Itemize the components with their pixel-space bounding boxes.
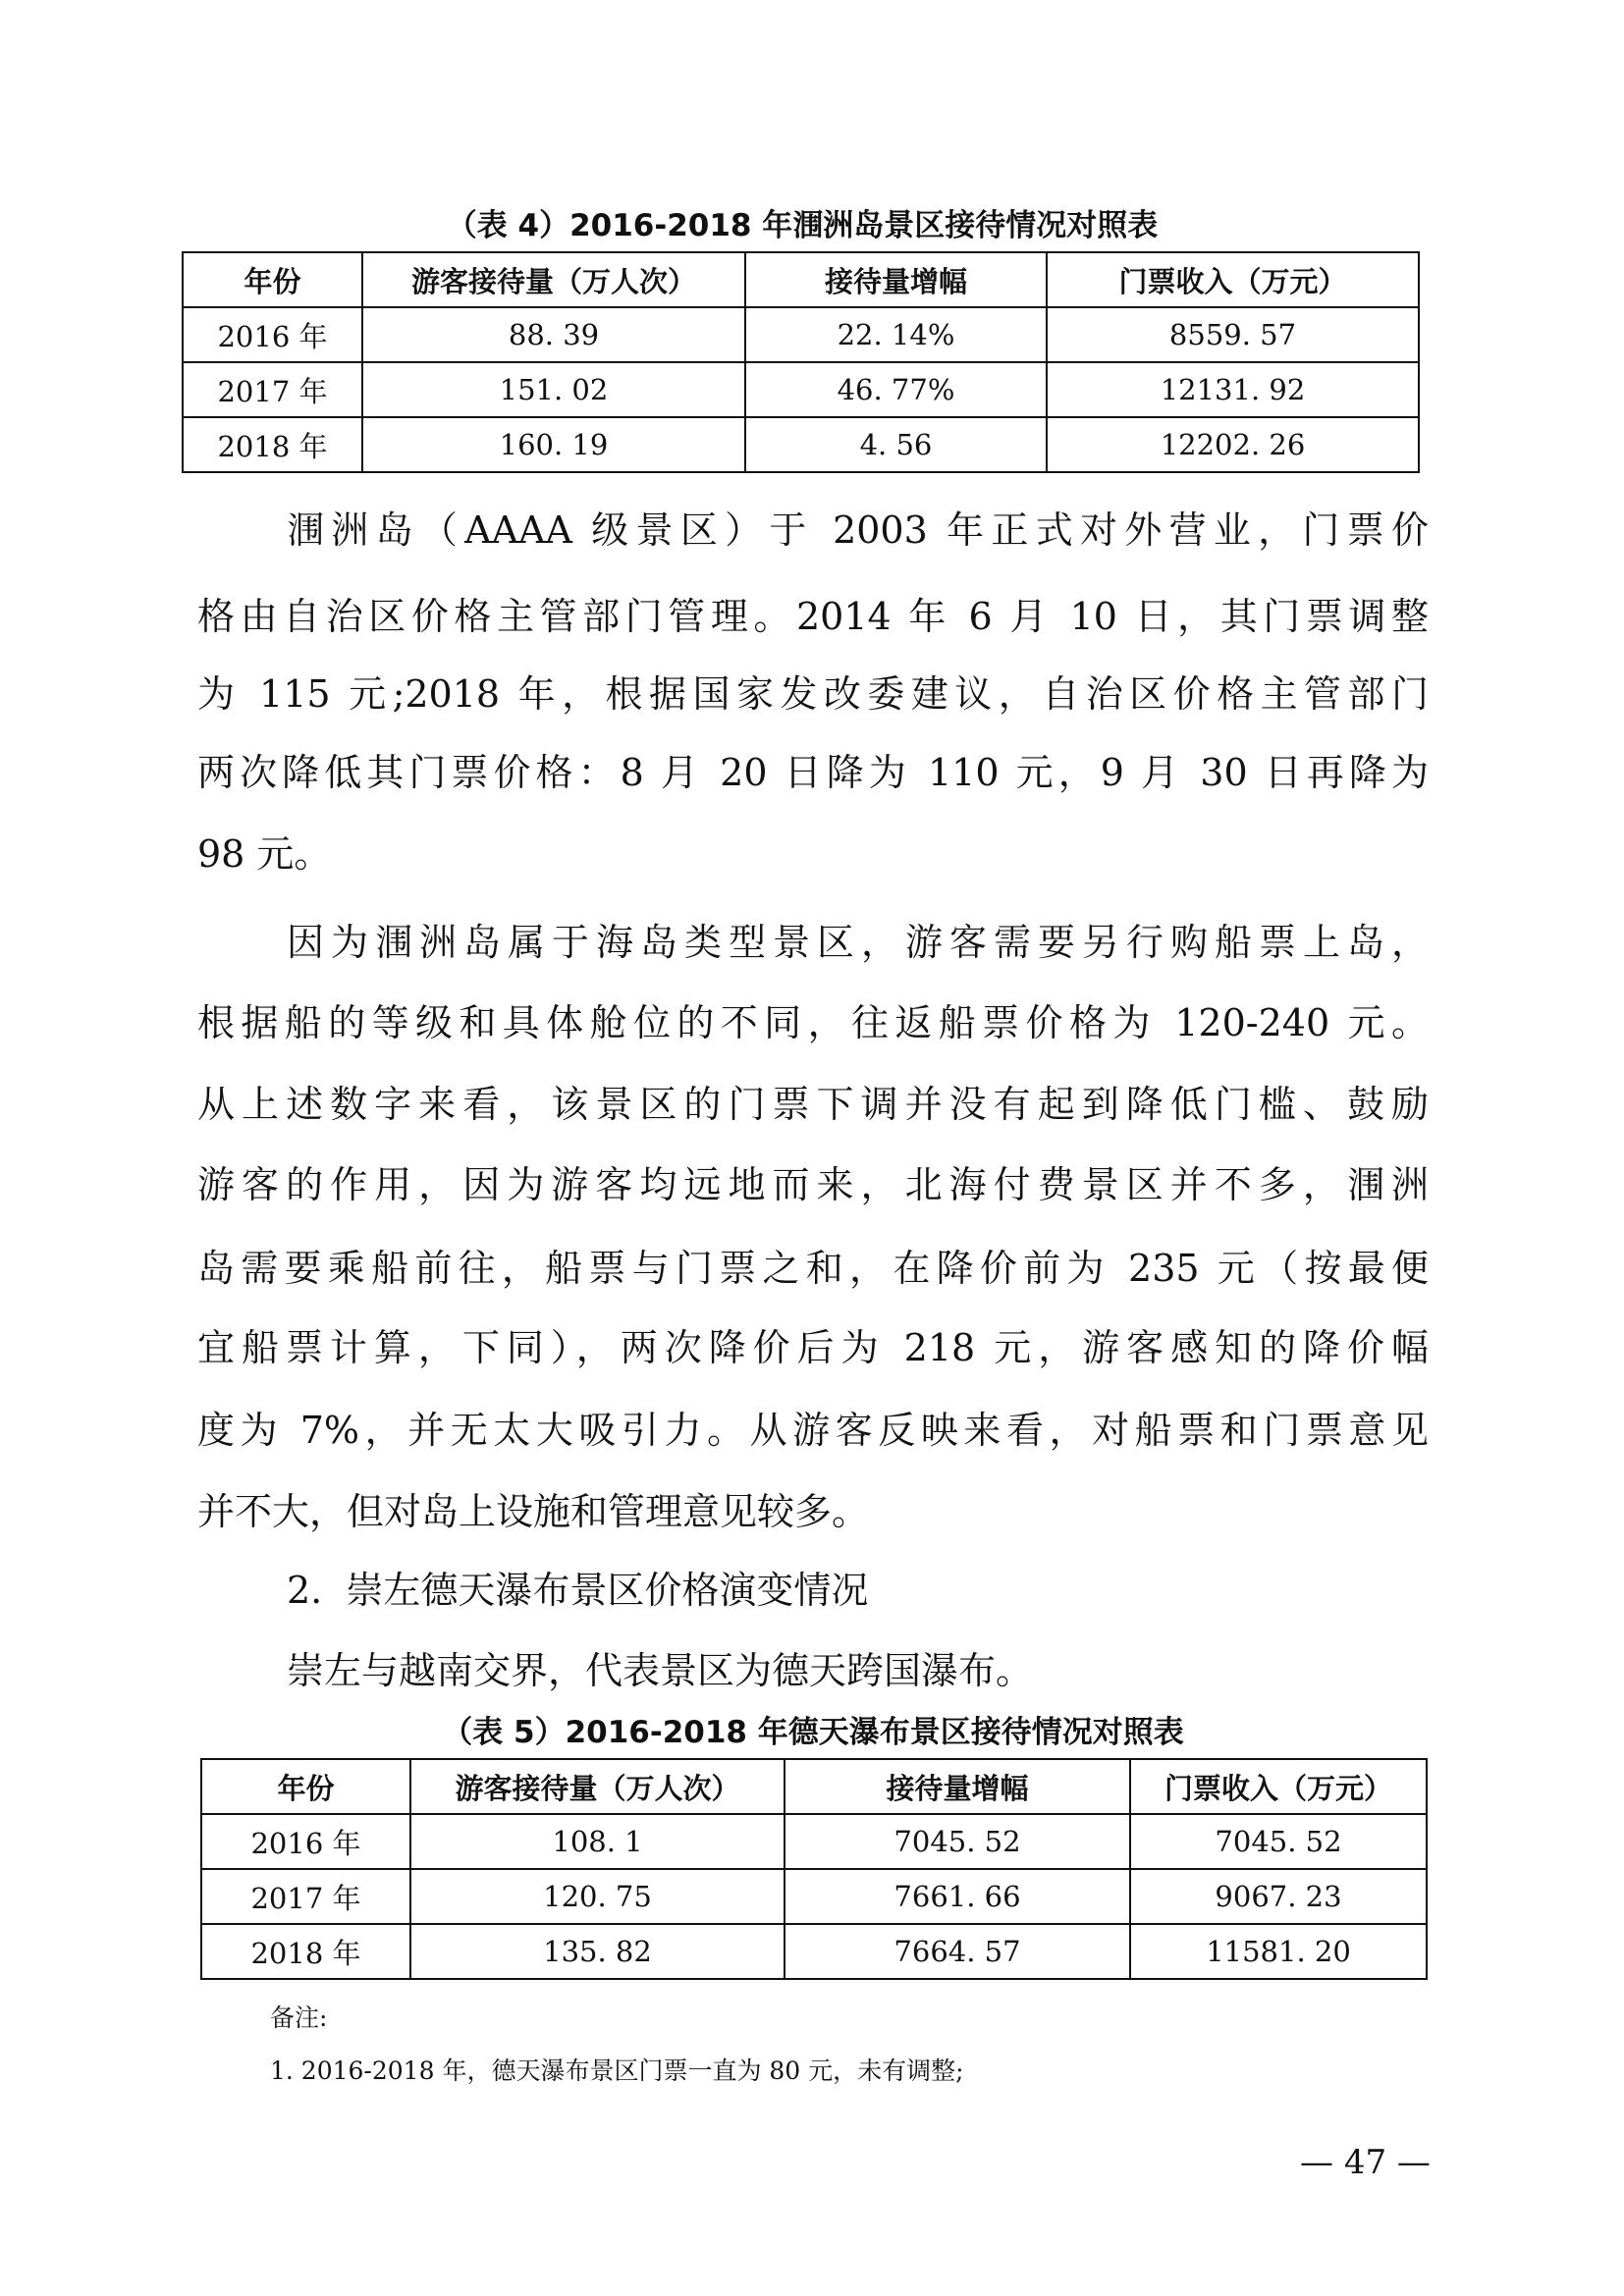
paragraph-line: 涠洲岛（AAAA 级景区）于 2003 年正式对外营业，门票价 [287,508,1429,552]
table4-cell-year: 2016 年 [183,307,362,362]
table5-cell-visitors: 135. 82 [410,1924,785,1979]
table4-cell-year: 2018 年 [183,417,362,472]
paragraph-line: 游客的作用，因为游客均远地而来，北海付费景区并不多，涠洲 [197,1163,1429,1206]
table4-header-growth: 接待量增幅 [745,252,1047,307]
table4-cell-year: 2017 年 [183,362,362,417]
note-item: 1. 2016-2018 年，德天瀑布景区门票一直为 80 元，未有调整; [270,2056,964,2085]
table4-cell-revenue: 8559. 57 [1047,307,1419,362]
table5-cell-growth: 7664. 57 [785,1924,1130,1979]
paragraph-line: 为 115 元;2018 年，根据国家发改委建议，自治区价格主管部门 [197,672,1429,716]
table5-cell-revenue: 9067. 23 [1130,1869,1427,1924]
paragraph-line: 岛需要乘船前往，船票与门票之和，在降价前为 235 元（按最便 [197,1247,1429,1290]
section-heading: 2. 崇左德天瀑布景区价格演变情况 [287,1569,869,1612]
table-row [201,1924,1427,1979]
table5-cell-growth: 7661. 66 [785,1869,1130,1924]
table5 [200,1758,1428,1980]
table5-cell-revenue: 11581. 20 [1130,1924,1427,1979]
notes-label: 备注: [270,2003,328,2032]
paragraph-line: 从上述数字来看，该景区的门票下调并没有起到降低门槛、鼓励 [197,1083,1429,1126]
table5-header-growth: 接待量增幅 [785,1759,1130,1814]
paragraph-line: 度为 7%，并无太大吸引力。从游客反映来看，对船票和门票意见 [197,1409,1429,1452]
table-row [183,362,1419,417]
table5-cell-revenue: 7045. 52 [1130,1814,1427,1869]
table5-header-row [201,1759,1427,1814]
table4-header-visitors: 游客接待量（万人次） [362,252,745,307]
paragraph-line: 两次降低其门票价格：8 月 20 日降为 110 元，9 月 30 日再降为 [197,751,1429,794]
table4-cell-visitors: 151. 02 [362,362,745,417]
paragraph-line: 98 元。 [197,832,332,876]
paragraph-line: 根据船的等级和具体舱位的不同，往返船票价格为 120-240 元。 [197,1001,1429,1044]
table4-caption: （表 4）2016-2018 年涠洲岛景区接待情况对照表 [446,208,1159,243]
table4-cell-growth: 22. 14% [745,307,1047,362]
table4-header-year: 年份 [183,252,362,307]
table5-cell-year: 2016 年 [201,1814,410,1869]
table-row [183,307,1419,362]
table5-cell-year: 2017 年 [201,1869,410,1924]
table5-header-visitors: 游客接待量（万人次） [410,1759,785,1814]
paragraph-line: 并不大，但对岛上设施和管理意见较多。 [197,1490,870,1533]
table5-cell-visitors: 108. 1 [410,1814,785,1869]
paragraph-line: 宜船票计算，下同），两次降价后为 218 元，游客感知的降价幅 [197,1326,1429,1369]
table5-header-revenue: 门票收入（万元） [1130,1759,1427,1814]
table4-cell-revenue: 12202. 26 [1047,417,1419,472]
table-row [201,1814,1427,1869]
table4-cell-visitors: 88. 39 [362,307,745,362]
table5-cell-year: 2018 年 [201,1924,410,1979]
table4-cell-visitors: 160. 19 [362,417,745,472]
table4-cell-revenue: 12131. 92 [1047,362,1419,417]
table4-header-revenue: 门票收入（万元） [1047,252,1419,307]
table5-caption: （表 5）2016-2018 年德天瀑布景区接待情况对照表 [442,1715,1184,1750]
paragraph-line: 因为涠洲岛属于海岛类型景区，游客需要另行购船票上岛， [287,921,1429,964]
page-number: — 47 — [1300,2143,1431,2182]
table5-cell-visitors: 120. 75 [410,1869,785,1924]
table4-cell-growth: 46. 77% [745,362,1047,417]
paragraph-line: 格由自治区价格主管部门管理。2014 年 6 月 10 日，其门票调整 [197,595,1429,638]
section-intro: 崇左与越南交界，代表景区为德天跨国瀑布。 [287,1649,1034,1692]
table4-header-row [183,252,1419,307]
table-row [201,1869,1427,1924]
table-row [183,417,1419,472]
table5-header-year: 年份 [201,1759,410,1814]
table5-cell-growth: 7045. 52 [785,1814,1130,1869]
table4-cell-growth: 4. 56 [745,417,1047,472]
table4 [182,251,1420,473]
